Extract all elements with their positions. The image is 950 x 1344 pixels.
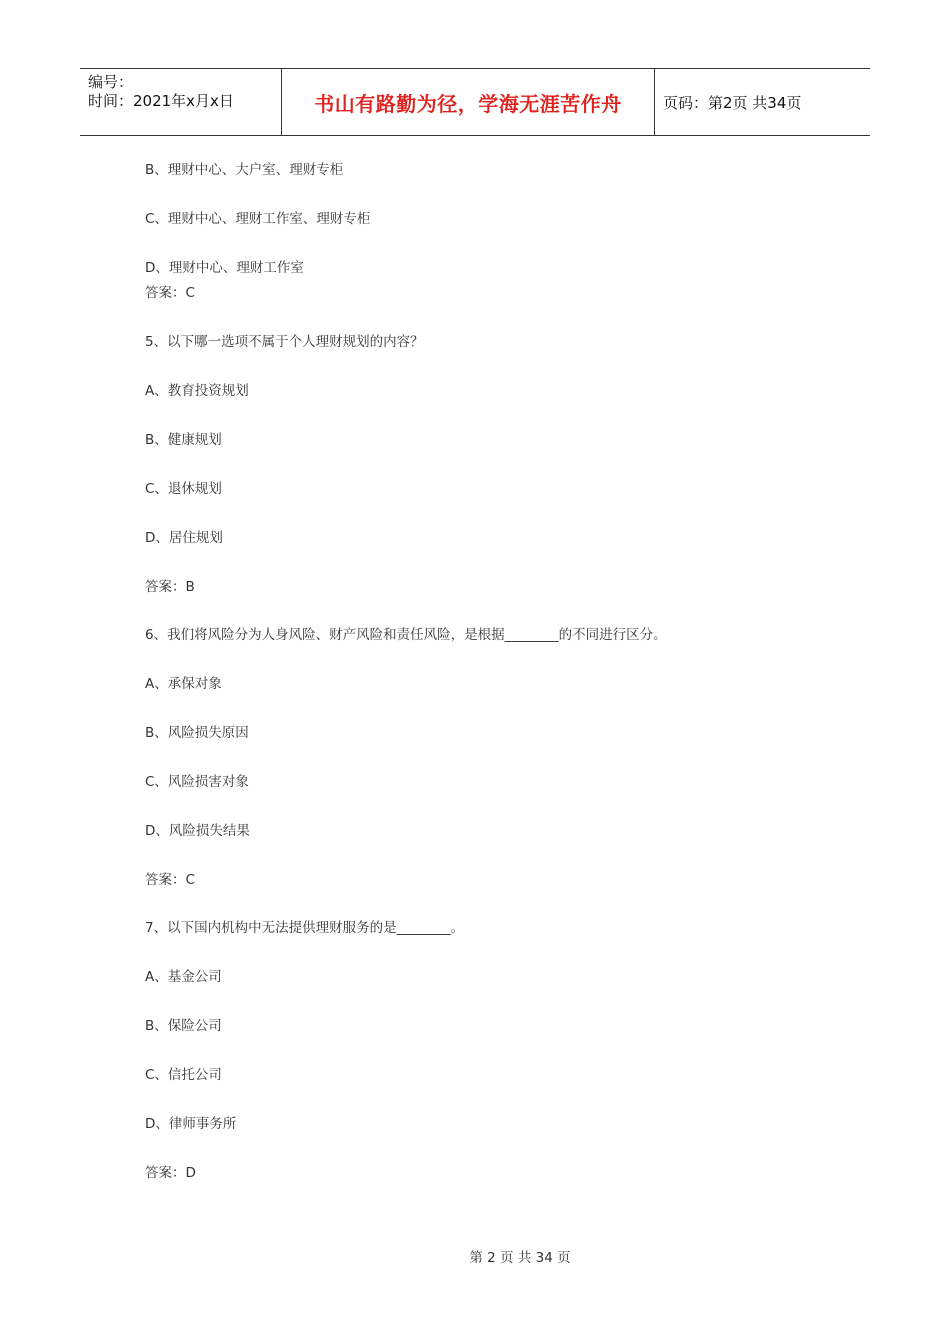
option-line: D、律师事务所 — [145, 1116, 237, 1132]
header-meta-cell — [80, 69, 282, 135]
footer-page-number: 第 2 页 共 34 页 — [469, 1250, 571, 1266]
answer-line: 答案：C — [145, 285, 195, 301]
header-motto-cell — [282, 69, 655, 135]
option-line: C、理财中心、理财工作室、理财专柜 — [145, 211, 371, 227]
date-line: 时间：2021年x月x日 — [88, 92, 234, 110]
header-page-cell — [655, 69, 870, 135]
option-line: C、信托公司 — [145, 1067, 222, 1083]
option-line: D、风险损失结果 — [145, 823, 250, 839]
option-line: B、风险损失原因 — [145, 725, 249, 741]
page-footer — [0, 1246, 950, 1266]
header-table — [80, 68, 870, 136]
option-line: B、保险公司 — [145, 1018, 222, 1034]
option-line: A、承保对象 — [145, 676, 222, 692]
option-line: A、基金公司 — [145, 969, 222, 985]
option-line: B、健康规划 — [145, 432, 222, 448]
option-line: B、理财中心、大户室、理财专柜 — [145, 162, 344, 178]
option-line: D、居住规划 — [145, 530, 223, 546]
motto-text: 书山有路勤为径，学海无涯苦作舟 — [314, 91, 622, 116]
option-line: C、风险损害对象 — [145, 774, 249, 790]
option-line: C、退休规划 — [145, 481, 222, 497]
option-line: A、教育投资规划 — [145, 383, 249, 399]
answer-line: 答案：B — [145, 579, 195, 595]
option-line: D、理财中心、理财工作室 — [145, 260, 304, 276]
answer-line: 答案：C — [145, 872, 195, 888]
page-info: 页码：第2页 共34页 — [663, 93, 802, 112]
answer-line: 答案：D — [145, 1165, 196, 1181]
serial-number-label: 编号： — [88, 73, 134, 91]
question-line: 6、我们将风险分为人身风险、财产风险和责任风险，是根据________的不同进行区分。 — [145, 627, 667, 643]
question-line: 7、以下国内机构中无法提供理财服务的是________。 — [145, 920, 465, 936]
question-line: 5、以下哪一选项不属于个人理财规划的内容？ — [145, 334, 424, 350]
